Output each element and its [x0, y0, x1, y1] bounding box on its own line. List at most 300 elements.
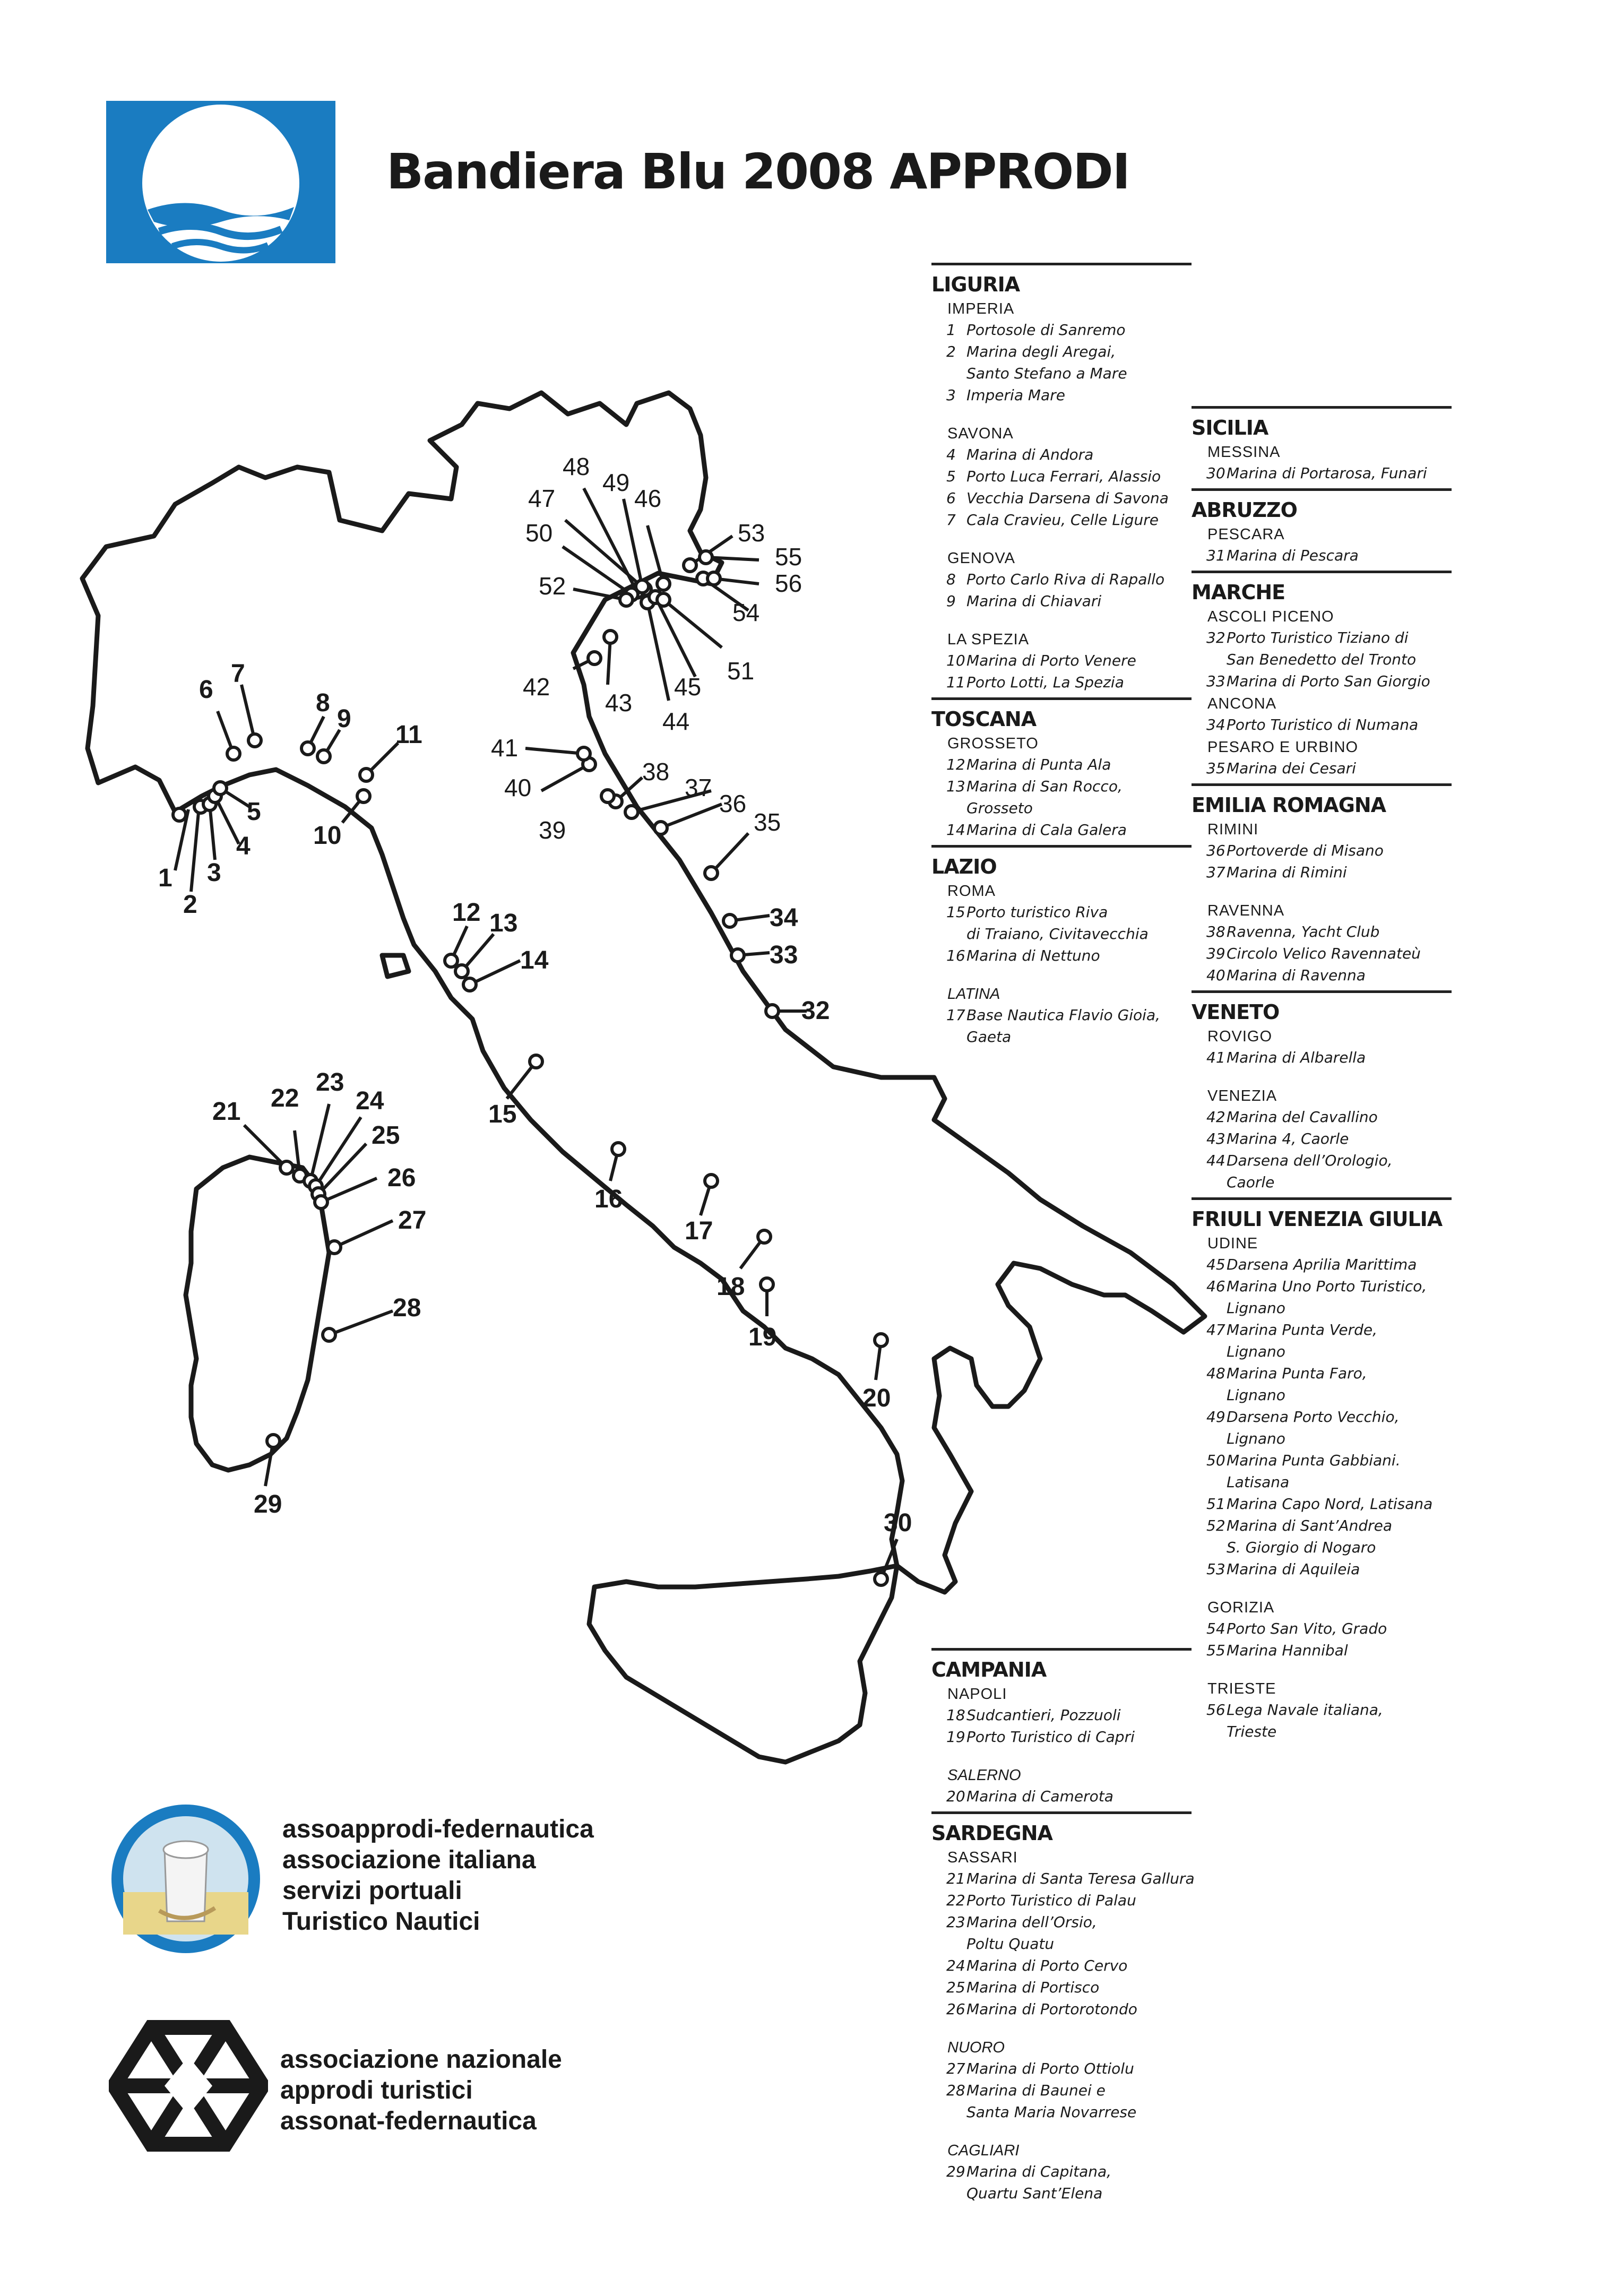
marina-number: 41 — [1206, 1049, 1225, 1066]
map-label-47: 47 — [528, 485, 556, 512]
marina-entry — [1206, 1047, 1452, 1068]
marina-name: Marina di Portarosa, Funari — [1227, 464, 1427, 482]
marina-entry — [1206, 1537, 1452, 1558]
marina-name: di Traiano, Civitavecchia — [966, 925, 1149, 943]
marina-number: 48 — [1206, 1365, 1225, 1382]
map-label-54: 54 — [732, 599, 760, 626]
marina-entry — [1206, 1254, 1452, 1275]
marina-number: 1 — [946, 321, 956, 339]
province-label: MESSINA — [1207, 444, 1281, 461]
marina-name: Marina 4, Caorle — [1227, 1130, 1349, 1147]
marker-11 — [360, 769, 373, 781]
marina-name: Marina di Rimini — [1227, 864, 1347, 881]
map-label-48: 48 — [563, 453, 590, 480]
province-label: GROSSETO — [947, 735, 1039, 752]
province-label: TRIESTE — [1207, 1680, 1276, 1697]
marina-name: Sudcantieri, Pozzuoli — [966, 1706, 1121, 1724]
region-heading: TOSCANA — [931, 707, 1037, 731]
marker-19 — [761, 1278, 773, 1291]
marina-name: Marina di Porto Ottiolu — [966, 2060, 1134, 2077]
map-label-37: 37 — [685, 774, 712, 801]
legend-region — [931, 263, 1192, 693]
marina-name: Marina di Ravenna — [1227, 966, 1366, 984]
marina-number: 2 — [946, 343, 956, 360]
map-label-17: 17 — [685, 1217, 713, 1245]
marina-name: Marina di Camerota — [966, 1788, 1113, 1805]
marina-name: Marina di Porto Venere — [966, 652, 1136, 669]
marina-entry — [946, 362, 1192, 384]
marina-entry — [1206, 1639, 1452, 1661]
region-heading: MARCHE — [1192, 581, 1285, 604]
marina-entry — [946, 1726, 1192, 1748]
marina-number: 13 — [946, 778, 965, 795]
marina-entry — [1206, 1449, 1452, 1471]
marina-name: Marina Uno Porto Turistico, — [1227, 1278, 1427, 1295]
marina-entry — [946, 1933, 1192, 1955]
marina-number: 40 — [1206, 966, 1225, 984]
marina-name: Grosseto — [966, 799, 1033, 817]
map-label-15: 15 — [488, 1100, 517, 1128]
marina-name: Santo Stefano a Mare — [966, 365, 1127, 382]
marina-number: 35 — [1206, 759, 1225, 777]
marina-entry — [946, 797, 1192, 819]
marina-entry — [946, 1704, 1192, 1726]
marina-number: 17 — [946, 1006, 965, 1024]
marina-number: 52 — [1206, 1517, 1225, 1534]
divider — [931, 263, 1192, 265]
assonat-line: associazione nazionale — [280, 2045, 562, 2074]
marina-number: 42 — [1206, 1108, 1225, 1126]
region-heading: FRIULI VENEZIA GIULIA — [1192, 1207, 1443, 1231]
marina-number: 33 — [1206, 672, 1225, 690]
marker-16 — [612, 1143, 625, 1155]
marina-number: 7 — [946, 511, 956, 529]
marina-number: 38 — [1206, 923, 1225, 940]
map-label-2: 2 — [183, 891, 197, 919]
marina-name: Lignano — [1227, 1430, 1285, 1447]
marina-entry — [946, 819, 1192, 841]
map-label-39: 39 — [539, 816, 566, 844]
legend-region — [1192, 783, 1452, 986]
marina-number: 27 — [946, 2060, 965, 2077]
marker-34 — [723, 914, 736, 927]
marina-number: 25 — [946, 1979, 965, 1996]
marina-name: Marina Capo Nord, Latisana — [1227, 1495, 1433, 1513]
marker-18 — [758, 1230, 771, 1243]
marina-name: Marina di Chiavari — [966, 592, 1102, 610]
marina-number: 49 — [1206, 1408, 1225, 1426]
marina-number: 39 — [1206, 945, 1225, 962]
province-label: SALERNO — [947, 1767, 1021, 1784]
marina-entry — [946, 2058, 1192, 2079]
marina-entry — [946, 341, 1192, 362]
region-heading: VENETO — [1192, 1000, 1280, 1024]
marina-name: Porto Turistico di Palau — [966, 1892, 1136, 1909]
marina-entry — [1206, 1319, 1452, 1341]
marina-entry — [946, 650, 1192, 671]
marker-5 — [214, 782, 227, 795]
marina-entry — [946, 671, 1192, 693]
map-label-53: 53 — [738, 519, 765, 547]
legend-region — [931, 1811, 1195, 2204]
province-label: GENOVA — [947, 550, 1015, 567]
province-label: SASSARI — [947, 1849, 1018, 1866]
province-label: PESARO E URBINO — [1207, 739, 1359, 756]
marina-number: 3 — [946, 386, 956, 404]
assoapprodi-text — [282, 1814, 594, 1937]
spacer — [931, 1748, 1192, 1764]
marker-30 — [875, 1573, 887, 1585]
map-label-34: 34 — [770, 904, 798, 932]
province-label: RAVENNA — [1207, 902, 1285, 919]
marina-name: Marina di Santa Teresa Gallura — [966, 1870, 1195, 1887]
map-label-8: 8 — [316, 689, 330, 717]
marina-number: 15 — [946, 903, 965, 921]
marker-28 — [323, 1328, 335, 1341]
marina-entry — [946, 2079, 1192, 2101]
marker-55 — [700, 551, 712, 564]
marina-entry — [946, 487, 1192, 509]
divider — [1192, 488, 1452, 491]
map-label-24: 24 — [356, 1087, 384, 1115]
marina-name: Marina di Nettuno — [966, 947, 1100, 964]
province-label: ROVIGO — [1207, 1028, 1273, 1045]
marina-number: 31 — [1206, 547, 1225, 564]
divider — [1192, 406, 1452, 409]
spacer — [931, 2020, 1192, 2036]
province-label: IMPERIA — [947, 300, 1015, 317]
marina-name: Marina di Portorotondo — [966, 2000, 1137, 2018]
marina-entry — [946, 2101, 1192, 2123]
marina-name: Circolo Velico Ravennateù — [1227, 945, 1421, 962]
divider — [1192, 783, 1452, 786]
marina-number: 11 — [946, 674, 965, 691]
assoapprodi-line: assoapprodi-federnautica — [282, 1815, 594, 1843]
marina-number: 23 — [946, 1913, 965, 1931]
marina-name: Darsena Porto Vecchio, — [1227, 1408, 1400, 1426]
marina-entry — [946, 1911, 1192, 1933]
marker-7 — [248, 734, 261, 747]
map-label-44: 44 — [662, 707, 690, 735]
map-label-3: 3 — [207, 859, 221, 887]
marina-entry — [946, 1004, 1192, 1026]
marker-53 — [684, 559, 696, 572]
marina-number: 51 — [1206, 1495, 1225, 1513]
marina-entry — [946, 1976, 1192, 1998]
marina-name: Marina di Pescara — [1227, 547, 1359, 564]
marker-56 — [707, 572, 720, 585]
marina-number: 12 — [946, 756, 965, 773]
marker-15 — [530, 1055, 542, 1068]
marina-number: 5 — [946, 468, 956, 485]
assoapprodi-line: Turistico Nautici — [282, 1907, 480, 1936]
legend-region — [1192, 1197, 1452, 1742]
marina-entry — [1206, 1171, 1452, 1193]
marina-entry — [1206, 462, 1452, 484]
marina-name: Marina Hannibal — [1227, 1642, 1348, 1659]
marina-number: 14 — [946, 821, 965, 839]
map-label-50: 50 — [525, 519, 553, 547]
marina-number: 21 — [946, 1870, 965, 1887]
marker-35 — [705, 867, 718, 879]
marker-39 — [601, 790, 614, 802]
marker-17 — [705, 1175, 718, 1187]
province-label: ROMA — [947, 883, 996, 900]
sicily-outline — [589, 1566, 897, 1762]
legend-region — [1192, 488, 1452, 566]
map-label-10: 10 — [313, 822, 342, 850]
marina-name: Porto Luca Ferrari, Alassio — [966, 468, 1161, 485]
marina-name: S. Giorgio di Nogaro — [1227, 1539, 1376, 1556]
map-label-28: 28 — [393, 1294, 421, 1322]
map-label-25: 25 — [372, 1121, 400, 1150]
divider — [931, 1811, 1192, 1814]
marina-name: Ravenna, Yacht Club — [1227, 923, 1380, 940]
marina-name: Lignano — [1227, 1299, 1285, 1317]
map-label-40: 40 — [504, 774, 532, 801]
marker-13 — [455, 965, 468, 978]
assoapprodi-line: associazione italiana — [282, 1846, 536, 1874]
province-label: LA SPEZIA — [947, 631, 1030, 648]
marina-entry — [946, 923, 1192, 945]
marina-entry — [1206, 1128, 1452, 1150]
marina-entry — [946, 1026, 1192, 1048]
marina-number: 26 — [946, 2000, 965, 2018]
legend-left-column — [931, 263, 1192, 1052]
marina-entry — [946, 568, 1192, 590]
marina-name: Marina di Capitana, — [966, 2163, 1112, 2180]
marina-entry — [946, 319, 1192, 341]
marker-21 — [280, 1161, 293, 1174]
map-label-21: 21 — [212, 1098, 241, 1126]
marina-entry — [1206, 1721, 1452, 1742]
marina-number: 36 — [1206, 842, 1225, 859]
marina-entry — [1206, 670, 1452, 692]
marina-name: Marina di Porto San Giorgio — [1227, 672, 1430, 690]
marina-name: Marina di Porto Cervo — [966, 1957, 1128, 1974]
map-label-19: 19 — [748, 1323, 777, 1351]
map-label-23: 23 — [316, 1068, 344, 1097]
divider — [931, 1648, 1192, 1651]
map-label-22: 22 — [271, 1084, 299, 1112]
marina-name: Quartu Sant’Elena — [966, 2185, 1103, 2202]
legend-right-column — [1192, 406, 1452, 1747]
marker-52 — [620, 593, 633, 606]
marina-name: Marina di Cala Galera — [966, 821, 1127, 839]
province-label: SAVONA — [947, 425, 1014, 442]
map-label-4: 4 — [236, 832, 251, 860]
marker-32 — [766, 1005, 779, 1017]
map-label-13: 13 — [489, 909, 518, 937]
province-label: GORIZIA — [1207, 1599, 1275, 1616]
map-label-38: 38 — [642, 758, 670, 786]
marina-entry — [1206, 1558, 1452, 1580]
marina-name: Marina di Albarella — [1227, 1049, 1366, 1066]
map-label-5: 5 — [247, 798, 261, 826]
marker-14 — [463, 978, 476, 991]
legend-left-bottom-column — [931, 1648, 1195, 2208]
marina-name: Marina degli Aregai, — [966, 343, 1116, 360]
marina-entry — [1206, 840, 1452, 861]
marina-entry — [946, 945, 1192, 966]
marina-name: Porto Lotti, La Spezia — [966, 674, 1124, 691]
marina-entry — [946, 1998, 1192, 2020]
marina-entry — [946, 754, 1192, 775]
spacer — [1192, 1661, 1452, 1677]
marina-name: Marina Punta Faro, — [1227, 1365, 1367, 1382]
spacer — [931, 612, 1192, 628]
marina-entry — [946, 2182, 1192, 2204]
marina-name: Marina di Andora — [966, 446, 1094, 463]
marina-name: Vecchia Darsena di Savona — [966, 489, 1169, 507]
map-label-9: 9 — [337, 705, 351, 733]
assoapprodi-logo-icon — [106, 1799, 265, 1958]
map-label-6: 6 — [199, 676, 213, 704]
map-labels — [158, 453, 912, 1537]
map-label-51: 51 — [727, 657, 755, 685]
province-label: NUORO — [947, 2039, 1005, 2056]
marina-number: 44 — [1206, 1152, 1225, 1169]
assonat-text — [280, 2044, 562, 2137]
marina-number: 28 — [946, 2082, 965, 2099]
spacer — [931, 966, 1192, 982]
marina-number: 55 — [1206, 1642, 1225, 1659]
marina-name: Porto Turistico di Numana — [1227, 716, 1419, 733]
region-heading: ABRUZZO — [1192, 498, 1297, 522]
marina-markers — [173, 488, 897, 1585]
marker-12 — [445, 954, 457, 967]
marina-entry — [946, 590, 1192, 612]
map-label-20: 20 — [862, 1384, 891, 1412]
marina-number: 10 — [946, 652, 965, 669]
marina-number: 54 — [1206, 1620, 1225, 1637]
marina-entry — [1206, 1493, 1452, 1515]
map-label-26: 26 — [387, 1164, 416, 1192]
assonat-line: assonat-federnautica — [280, 2107, 537, 2135]
marina-entry — [1206, 1471, 1452, 1493]
province-label: UDINE — [1207, 1235, 1258, 1252]
divider — [931, 845, 1192, 848]
marina-number: 16 — [946, 947, 965, 964]
province-label: LATINA — [947, 986, 1000, 1003]
marina-entry — [946, 444, 1192, 465]
page-title: Bandiera Blu 2008 APPRODI — [386, 143, 1129, 200]
marina-number: 50 — [1206, 1452, 1225, 1469]
elba-outline — [382, 955, 409, 977]
marina-entry — [1206, 1150, 1452, 1171]
marina-number: 47 — [1206, 1321, 1225, 1339]
marina-entry — [1206, 757, 1452, 779]
marina-name: Marina di Punta Ala — [966, 756, 1111, 773]
province-label: VENEZIA — [1207, 1087, 1277, 1104]
marina-entry — [1206, 921, 1452, 943]
sardinia-outline — [186, 1157, 329, 1470]
province-label: PESCARA — [1207, 526, 1285, 543]
spacer — [1192, 1068, 1452, 1084]
marina-name: Santa Maria Novarrese — [966, 2103, 1137, 2121]
divider — [931, 697, 1192, 700]
marina-entry — [1206, 861, 1452, 883]
marina-entry — [1206, 1428, 1452, 1449]
legend-region — [931, 697, 1192, 841]
marina-number: 30 — [1206, 464, 1225, 482]
marina-name: Lignano — [1227, 1386, 1285, 1404]
region-heading: LAZIO — [931, 855, 997, 878]
marker-1 — [173, 808, 186, 821]
marina-number: 45 — [1206, 1256, 1225, 1273]
marina-entry — [1206, 1297, 1452, 1319]
marina-name: Marina dei Cesari — [1227, 759, 1356, 777]
assonat-line: approdi turistici — [280, 2076, 473, 2104]
marina-entry — [1206, 1384, 1452, 1406]
marina-name: Darsena Aprilia Marittima — [1227, 1256, 1417, 1273]
marina-name: Portoverde di Misano — [1227, 842, 1384, 859]
spacer — [931, 2123, 1192, 2139]
marina-entry — [1206, 1106, 1452, 1128]
marina-number: 9 — [946, 592, 956, 610]
marina-name: Porto turistico Riva — [966, 903, 1108, 921]
marina-number: 46 — [1206, 1278, 1225, 1295]
marina-entry — [1206, 1275, 1452, 1297]
map-label-52: 52 — [539, 572, 566, 600]
marina-number: 43 — [1206, 1130, 1225, 1147]
marina-entry — [946, 1785, 1192, 1807]
province-label: NAPOLI — [947, 1686, 1007, 1703]
map-label-56: 56 — [775, 569, 802, 597]
spacer — [1192, 1580, 1452, 1596]
marina-number: 53 — [1206, 1560, 1225, 1578]
marker-8 — [301, 742, 314, 755]
map-label-55: 55 — [775, 543, 802, 571]
marina-name: Porto Carlo Riva di Rapallo — [966, 571, 1165, 588]
map-label-27: 27 — [398, 1206, 427, 1235]
marker-6 — [227, 747, 240, 760]
marina-entry — [1206, 1618, 1452, 1639]
marker-20 — [875, 1334, 887, 1346]
marina-name: Poltu Quatu — [966, 1935, 1055, 1953]
map-label-49: 49 — [602, 469, 630, 496]
marina-entry — [946, 384, 1192, 406]
marina-number: 37 — [1206, 864, 1225, 881]
province-label: RIMINI — [1207, 821, 1259, 838]
marina-entry — [1206, 1406, 1452, 1428]
marina-number: 22 — [946, 1892, 965, 1909]
marina-entry — [1206, 545, 1452, 566]
map-label-32: 32 — [801, 997, 830, 1025]
marina-entry — [1206, 1341, 1452, 1362]
marina-number: 6 — [946, 489, 956, 507]
marina-number: 24 — [946, 1957, 965, 1974]
marina-entry — [1206, 714, 1452, 736]
marker-27 — [328, 1241, 341, 1254]
marina-name: Base Nautica Flavio Gioia, — [966, 1006, 1161, 1024]
marina-number: 32 — [1206, 629, 1225, 646]
legend-region — [931, 845, 1192, 1048]
marker-36 — [654, 822, 667, 834]
marina-name: Marina dell’Orsio, — [966, 1913, 1097, 1931]
region-heading: CAMPANIA — [931, 1658, 1047, 1681]
marina-name: Cala Cravieu, Celle Ligure — [966, 511, 1159, 529]
marina-name: Portosole di Sanremo — [966, 321, 1126, 339]
map-label-18: 18 — [716, 1273, 745, 1301]
marina-name: San Benedetto del Tronto — [1227, 651, 1417, 668]
marina-entry — [946, 1889, 1192, 1911]
marina-name: Marina Punta Gabbiani. — [1227, 1452, 1401, 1469]
marina-name: Marina Punta Verde, — [1227, 1321, 1377, 1339]
province-label: ASCOLI PICENO — [1207, 608, 1334, 625]
marina-number: 8 — [946, 571, 956, 588]
marina-name: Marina di Sant’Andrea — [1227, 1517, 1392, 1534]
